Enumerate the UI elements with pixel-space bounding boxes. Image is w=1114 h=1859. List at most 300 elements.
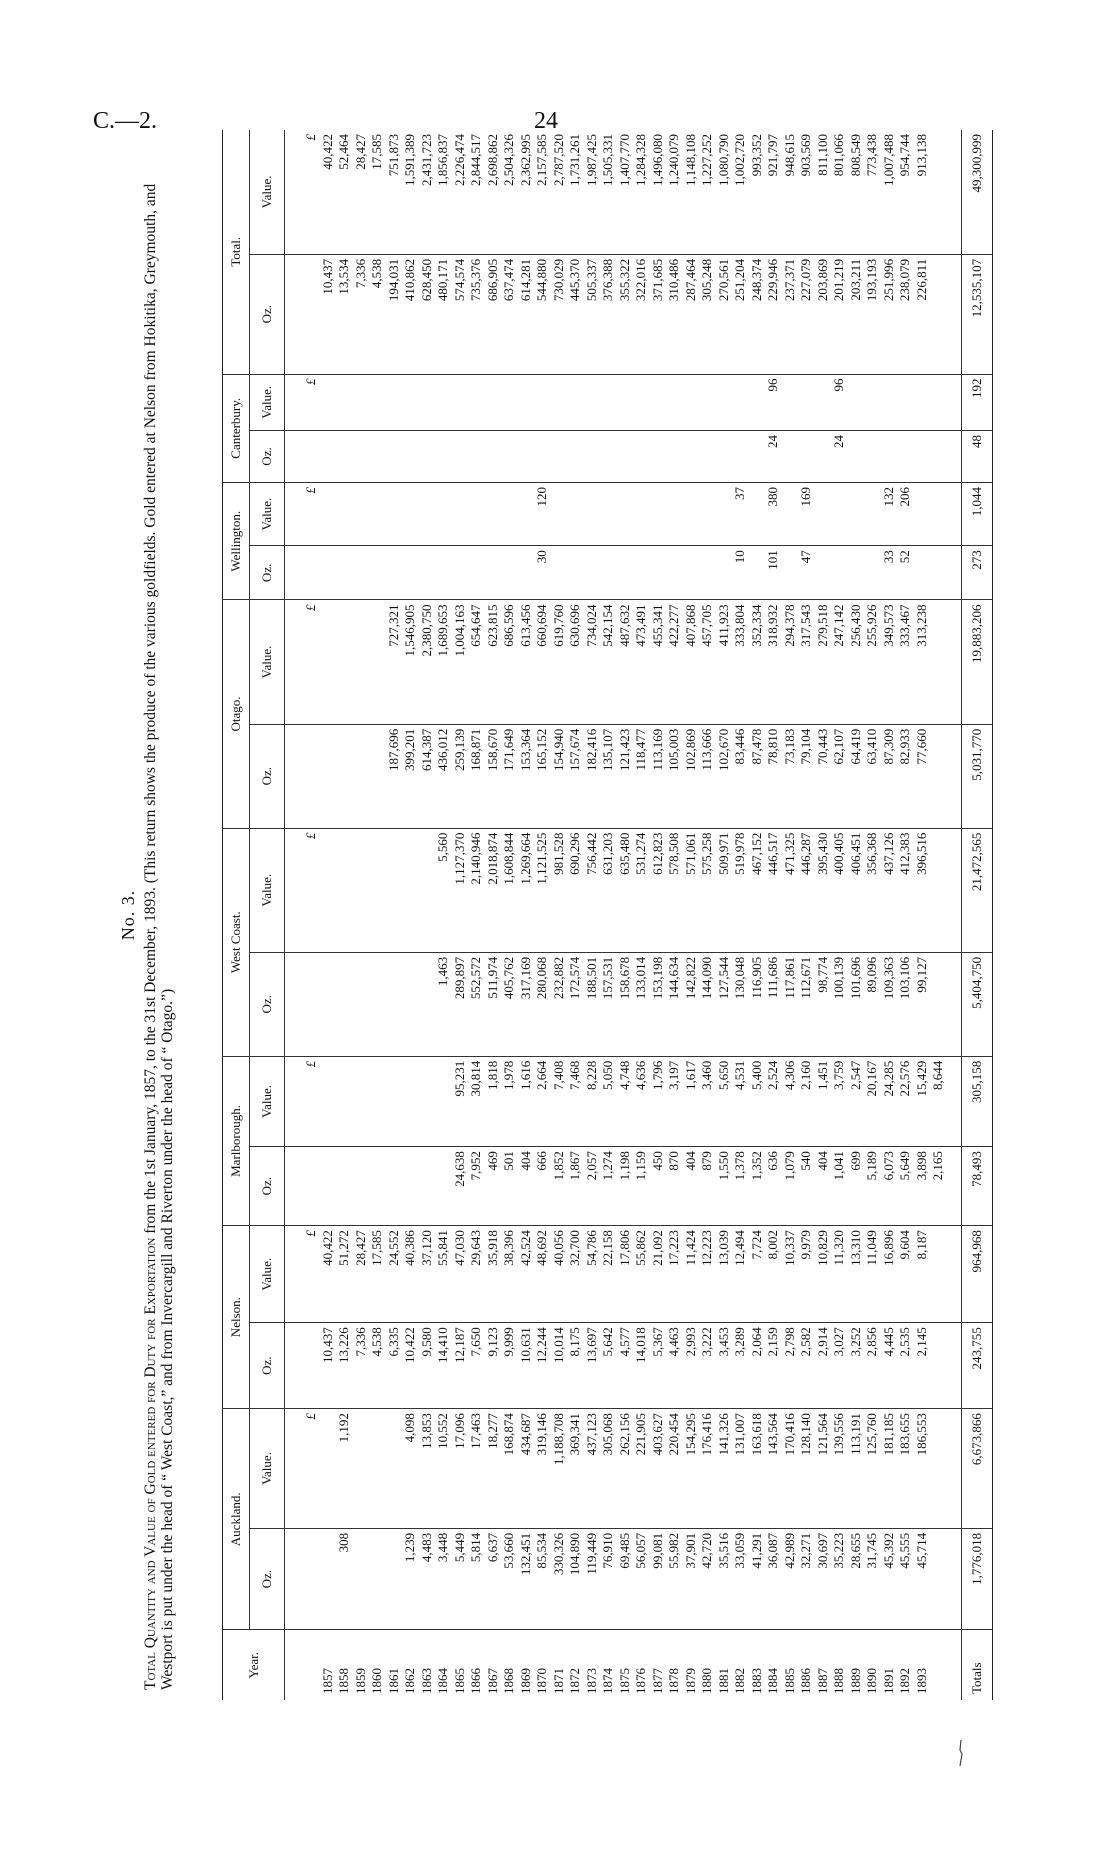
oz-cell (930, 431, 961, 483)
oz-cell (864, 546, 881, 600)
value-cell: 13,039 (716, 1226, 733, 1323)
value-cell: 51,272 (336, 1226, 353, 1323)
value-cell: 1,148,108 (682, 134, 698, 186)
value-cell: 262,156 (617, 1409, 634, 1529)
value-cell: 8,002 (765, 1226, 782, 1323)
pound-sign: £ (285, 1056, 320, 1146)
value-cell (683, 482, 700, 545)
oz-cell: 172,574 (567, 952, 584, 1056)
oz-cell (699, 431, 716, 483)
oz-cell: 2,856 (864, 1323, 881, 1409)
value-cell (666, 482, 683, 545)
oz-cell: 35,516 (716, 1528, 733, 1630)
value-cell: 380 (765, 482, 782, 545)
year-cell: 1877 (650, 1630, 667, 1700)
oz-cell: 77,660 (914, 724, 931, 828)
oz-cell (402, 431, 419, 483)
oz-cell: 6,637 (485, 1528, 502, 1630)
value-cell (666, 374, 683, 430)
year-cell: 1869 (518, 1630, 535, 1700)
oz-cell: 87,309 (881, 724, 898, 828)
value-cell (716, 482, 733, 545)
oz-cell: 109,363 (881, 952, 898, 1056)
oz-cell (518, 546, 535, 600)
value-cell: 446,287 (798, 828, 815, 952)
oz-cell: 480,171 (435, 254, 452, 374)
oz-cell (798, 431, 815, 483)
value-cell: 913,138 (913, 134, 929, 177)
oz-cell: 322,016 (633, 254, 650, 374)
oz-cell: 69,485 (617, 1528, 634, 1630)
table-row (848, 130, 865, 1700)
value-cell (435, 374, 452, 430)
oz-cell: 154,940 (551, 724, 568, 828)
total-oz-cell: 5,404,750 (961, 952, 992, 1056)
oz-cell (336, 546, 353, 600)
value-cell: 13,310 (848, 1226, 865, 1323)
total-oz-cell: 78,493 (961, 1147, 992, 1226)
oz-cell: 10 (732, 546, 749, 600)
oz-cell: 76,910 (600, 1528, 617, 1630)
table-row (897, 130, 914, 1700)
oz-cell: 10,014 (551, 1323, 568, 1409)
value-cell (369, 482, 386, 545)
oz-cell: 2,159 (765, 1323, 782, 1409)
value-cell: 12,494 (732, 1226, 749, 1323)
oz-cell: 3,027 (831, 1323, 848, 1409)
pound-sign: £ (285, 828, 320, 952)
margin-mark (958, 1740, 964, 1766)
value-cell: 169 (798, 482, 815, 545)
value-cell: 422,277 (666, 600, 683, 724)
value-cell (435, 1056, 452, 1146)
pound-sign: £ (285, 1409, 320, 1529)
oz-cell: 99,127 (914, 952, 931, 1056)
oz-cell: 1,852 (551, 1147, 568, 1226)
oz-cell (749, 546, 766, 600)
value-cell: 412,383 (897, 828, 914, 952)
oz-cell: 2,535 (897, 1323, 914, 1409)
value-cell: 1,007,488 (880, 134, 896, 186)
oz-cell: 157,531 (600, 952, 617, 1056)
value-cell: 4,636 (633, 1056, 650, 1146)
currency-row (285, 130, 320, 1700)
caption-lead: Total Quantity and Value of Gold entered for Duty for Exportation (142, 1237, 159, 1690)
oz-cell: 730,029 (551, 254, 568, 374)
oz-cell: 42,989 (782, 1528, 799, 1630)
oz-cell (336, 952, 353, 1056)
oz-cell: 194,031 (386, 254, 403, 374)
oz-cell: 5,814 (468, 1528, 485, 1630)
totals-label: Totals (961, 1630, 992, 1700)
value-cell (914, 374, 931, 430)
oz-cell (930, 1323, 961, 1409)
value-cell: 619,760 (551, 600, 568, 724)
oz-cell (633, 431, 650, 483)
value-cell: 3,460 (699, 1056, 716, 1146)
value-cell: 352,334 (749, 600, 766, 724)
oz-cell (914, 546, 931, 600)
oz-cell: 165,152 (534, 724, 551, 828)
value-cell (336, 828, 353, 952)
value-cell: 28,427 (352, 134, 368, 170)
value-cell: 7,468 (567, 1056, 584, 1146)
value-header: Value. (250, 1409, 285, 1529)
oz-cell: 540 (798, 1147, 815, 1226)
oz-cell (452, 431, 469, 483)
value-cell: 132 (881, 482, 898, 545)
oz-cell (320, 431, 337, 483)
year-cell: 1880 (699, 1630, 716, 1700)
year-cell: 1871 (551, 1630, 568, 1700)
oz-cell: 4,538 (369, 254, 386, 374)
oz-cell: 87,478 (749, 724, 766, 828)
year-header: Year. (223, 1630, 285, 1700)
oz-cell: 404 (815, 1147, 832, 1226)
oz-cell: 101,696 (848, 952, 865, 1056)
value-cell: 2,140,946 (468, 828, 485, 952)
oz-header: Oz. (250, 254, 285, 374)
oz-cell (320, 724, 337, 828)
oz-cell: 3,289 (732, 1323, 749, 1409)
empty-cell (285, 1147, 320, 1226)
oz-cell: 85,534 (534, 1528, 551, 1630)
oz-cell: 33,059 (732, 1528, 749, 1630)
oz-cell: 251,204 (732, 254, 749, 374)
oz-cell: 56,057 (633, 1528, 650, 1630)
value-cell (881, 374, 898, 430)
value-cell: 948,615 (781, 134, 797, 177)
oz-cell: 238,079 (897, 254, 914, 374)
value-cell: 751,873 (385, 134, 401, 177)
value-cell: 154,295 (683, 1409, 700, 1529)
oz-cell (386, 546, 403, 600)
oz-cell: 14,410 (435, 1323, 452, 1409)
pound-sign: £ (285, 374, 320, 430)
page-number: 24 (534, 108, 558, 134)
region-header: Canterbury. (223, 374, 250, 482)
oz-cell: 119,449 (584, 1528, 601, 1630)
value-cell: 2,504,326 (501, 134, 517, 186)
oz-cell: 13,534 (336, 254, 353, 374)
oz-cell (716, 546, 733, 600)
value-cell: 22,158 (600, 1226, 617, 1323)
value-cell: 55,841 (435, 1226, 452, 1323)
value-cell: 455,341 (650, 600, 667, 724)
oz-cell: 1,463 (435, 952, 452, 1056)
oz-cell: 98,774 (815, 952, 832, 1056)
oz-cell (551, 546, 568, 600)
oz-header: Oz. (250, 431, 285, 483)
oz-cell: 469 (485, 1147, 502, 1226)
value-cell (369, 1056, 386, 1146)
year-cell: 1873 (584, 1630, 601, 1700)
region-header: Marlborough. (223, 1056, 250, 1225)
oz-cell: 251,996 (881, 254, 898, 374)
oz-cell (683, 546, 700, 600)
oz-cell (782, 431, 799, 483)
empty-cell (285, 724, 320, 828)
value-cell (419, 374, 436, 430)
year-cell: 1870 (534, 1630, 551, 1700)
value-cell (353, 374, 370, 430)
year-cell: 1864 (435, 1630, 452, 1700)
value-cell: 317,543 (798, 600, 815, 724)
year-cell: 1882 (732, 1630, 749, 1700)
table-row (699, 130, 716, 1700)
oz-cell (468, 546, 485, 600)
value-cell: 2,664 (534, 1056, 551, 1146)
oz-cell: 36,087 (765, 1528, 782, 1630)
oz-header: Oz. (250, 952, 285, 1056)
year-cell: 1859 (353, 1630, 370, 1700)
value-cell (336, 1056, 353, 1146)
value-cell (716, 374, 733, 430)
oz-cell (353, 952, 370, 1056)
value-cell: 139,556 (831, 1409, 848, 1529)
oz-cell: 450 (650, 1147, 667, 1226)
oz-cell: 64,419 (848, 724, 865, 828)
value-cell: 509,971 (716, 828, 733, 952)
oz-cell: 203,211 (848, 254, 865, 374)
oz-cell: 31,745 (864, 1528, 881, 1630)
value-cell: 333,804 (732, 600, 749, 724)
year-cell: 1874 (600, 1630, 617, 1700)
table-row (353, 130, 370, 1700)
year-cell: 1862 (402, 1630, 419, 1700)
oz-cell: 735,376 (468, 254, 485, 374)
value-cell: 396,516 (914, 828, 931, 952)
value-header: Value. (250, 1226, 285, 1323)
oz-header: Oz. (250, 724, 285, 828)
oz-cell (353, 1147, 370, 1226)
oz-cell: 1,041 (831, 1147, 848, 1226)
oz-cell: 42,720 (699, 1528, 716, 1630)
year-cell: 1861 (386, 1630, 403, 1700)
value-cell (600, 374, 617, 430)
value-cell: 22,576 (897, 1056, 914, 1146)
total-oz-cell: 243,755 (961, 1323, 992, 1409)
table-row (485, 130, 502, 1700)
value-cell: 8,644 (930, 1056, 961, 1146)
value-cell (930, 828, 961, 952)
value-cell: 613,456 (518, 600, 535, 724)
value-cell: 37,120 (419, 1226, 436, 1323)
value-cell: 10,552 (435, 1409, 452, 1529)
total-oz-cell: 12,535,107 (961, 254, 992, 374)
oz-cell: 102,869 (683, 724, 700, 828)
oz-cell: 308 (336, 1528, 353, 1630)
value-cell (551, 374, 568, 430)
value-cell (452, 374, 469, 430)
oz-cell: 158,678 (617, 952, 634, 1056)
oz-cell: 305,248 (699, 254, 716, 374)
value-cell: 993,352 (748, 134, 764, 177)
oz-cell (353, 431, 370, 483)
pound-sign: £ (285, 600, 320, 724)
value-cell: 141,326 (716, 1409, 733, 1529)
oz-cell (336, 724, 353, 828)
value-cell: 756,442 (584, 828, 601, 952)
value-cell (386, 374, 403, 430)
oz-cell: 1,198 (617, 1147, 634, 1226)
value-cell (534, 374, 551, 430)
oz-cell: 153,198 (650, 952, 667, 1056)
value-cell (419, 828, 436, 952)
oz-cell: 24,638 (452, 1147, 469, 1226)
value-cell: 400,405 (831, 828, 848, 952)
oz-cell: 637,474 (501, 254, 518, 374)
oz-cell: 229,946 (765, 254, 782, 374)
oz-cell: 3,252 (848, 1323, 865, 1409)
year-cell: 1857 (320, 1630, 337, 1700)
oz-cell: 355,322 (617, 254, 634, 374)
value-cell: 1,616 (518, 1056, 535, 1146)
oz-cell (699, 546, 716, 600)
oz-cell: 117,861 (782, 952, 799, 1056)
value-cell (732, 374, 749, 430)
pound-sign: £ (285, 1226, 320, 1323)
value-cell (320, 1056, 337, 1146)
year-cell: 1867 (485, 1630, 502, 1700)
value-cell (336, 374, 353, 430)
table-row (617, 130, 634, 1700)
caption-body: from the 1st January, 1857, to the 31st December, 1893. (This return shows the produce of the various goldfields. Gold entered at Nelson from Hokitika, Greymouth, and Westport is put under the head of “ West Coast,” and from Invercargill and Riverton under the head of “ Otago.”) (142, 183, 176, 1690)
oz-cell (716, 431, 733, 483)
table-row (567, 130, 584, 1700)
value-cell: 1,856,837 (435, 134, 451, 186)
value-cell: 2,018,874 (485, 828, 502, 952)
oz-header: Oz. (250, 1147, 285, 1226)
oz-cell: 171,649 (501, 724, 518, 828)
year-cell: 1860 (369, 1630, 386, 1700)
totals-row (961, 130, 992, 1700)
oz-cell: 103,106 (897, 952, 914, 1056)
value-cell: 531,274 (633, 828, 650, 952)
table-row (633, 130, 650, 1700)
value-cell (617, 482, 634, 545)
oz-cell (633, 546, 650, 600)
oz-cell: 63,410 (864, 724, 881, 828)
value-cell: 1,192 (336, 1409, 353, 1529)
empty-cell (285, 1630, 320, 1700)
value-cell: 2,157,585 (534, 134, 550, 186)
value-cell: 1,127,370 (452, 828, 469, 952)
value-cell: 255,926 (864, 600, 881, 724)
year-cell: 1891 (881, 1630, 898, 1700)
value-cell: 411,923 (716, 600, 733, 724)
value-cell: 690,296 (567, 828, 584, 952)
value-cell (749, 482, 766, 545)
oz-cell (419, 431, 436, 483)
value-cell: 406,451 (848, 828, 865, 952)
value-cell (402, 374, 419, 430)
value-cell: 2,380,750 (419, 600, 436, 724)
value-cell: 1,591,389 (402, 134, 418, 186)
oz-cell (369, 952, 386, 1056)
oz-cell: 62,107 (831, 724, 848, 828)
oz-cell: 127,544 (716, 952, 733, 1056)
oz-cell: 3,453 (716, 1323, 733, 1409)
oz-cell: 2,165 (930, 1147, 961, 1226)
value-cell: 17,463 (468, 1409, 485, 1529)
oz-cell: 111,686 (765, 952, 782, 1056)
value-cell: 1,188,708 (551, 1409, 568, 1529)
total-value-cell: 6,673,866 (961, 1409, 992, 1529)
value-cell: 125,760 (864, 1409, 881, 1529)
table-row (320, 130, 337, 1700)
value-cell: 407,868 (683, 600, 700, 724)
value-cell (369, 1409, 386, 1529)
oz-cell: 3,448 (435, 1528, 452, 1630)
value-cell: 1,689,653 (435, 600, 452, 724)
value-header: Value. (250, 130, 285, 254)
value-cell: 163,618 (749, 1409, 766, 1529)
value-cell: 519,978 (732, 828, 749, 952)
value-cell (320, 828, 337, 952)
value-cell (848, 482, 865, 545)
oz-cell: 100,139 (831, 952, 848, 1056)
value-cell: 17,585 (369, 134, 385, 170)
value-cell: 2,844,517 (468, 134, 484, 186)
value-cell (914, 482, 931, 545)
value-cell: 1,987,425 (583, 134, 599, 186)
value-cell: 128,140 (798, 1409, 815, 1529)
oz-cell: 118,477 (633, 724, 650, 828)
oz-cell: 52 (897, 546, 914, 600)
value-cell (930, 130, 961, 254)
oz-cell: 73,183 (782, 724, 799, 828)
oz-cell: 404 (518, 1147, 535, 1226)
value-cell: 434,687 (518, 1409, 535, 1529)
oz-cell: 30 (534, 546, 551, 600)
value-cell: 369,341 (567, 1409, 584, 1529)
value-cell: 8,187 (914, 1226, 931, 1323)
year-cell: 1892 (897, 1630, 914, 1700)
oz-cell (336, 431, 353, 483)
oz-cell (848, 546, 865, 600)
oz-cell: 9,580 (419, 1323, 436, 1409)
year-cell: 1884 (765, 1630, 782, 1700)
region-header: Otago. (223, 600, 250, 828)
value-cell (320, 600, 337, 724)
year-cell: 1888 (831, 1630, 848, 1700)
value-cell: 38,396 (501, 1226, 518, 1323)
table-row (435, 130, 452, 1700)
oz-cell (864, 431, 881, 483)
oz-cell (782, 546, 799, 600)
oz-cell: 55,982 (666, 1528, 683, 1630)
oz-cell (353, 546, 370, 600)
value-cell (930, 1409, 961, 1529)
oz-cell: 102,670 (716, 724, 733, 828)
value-header: Value. (250, 600, 285, 724)
oz-cell (386, 1147, 403, 1226)
total-value-cell: 1,044 (961, 482, 992, 545)
value-cell (930, 600, 961, 724)
oz-cell: 226,811 (914, 254, 931, 374)
oz-cell: 2,582 (798, 1323, 815, 1409)
value-cell: 95,231 (452, 1056, 469, 1146)
oz-cell (930, 1528, 961, 1630)
oz-cell (600, 431, 617, 483)
value-cell: 318,932 (765, 600, 782, 724)
oz-cell: 133,014 (633, 952, 650, 1056)
oz-cell: 53,660 (501, 1528, 518, 1630)
total-value-cell: 192 (961, 374, 992, 430)
oz-cell: 144,634 (666, 952, 683, 1056)
value-cell: 206 (897, 482, 914, 545)
